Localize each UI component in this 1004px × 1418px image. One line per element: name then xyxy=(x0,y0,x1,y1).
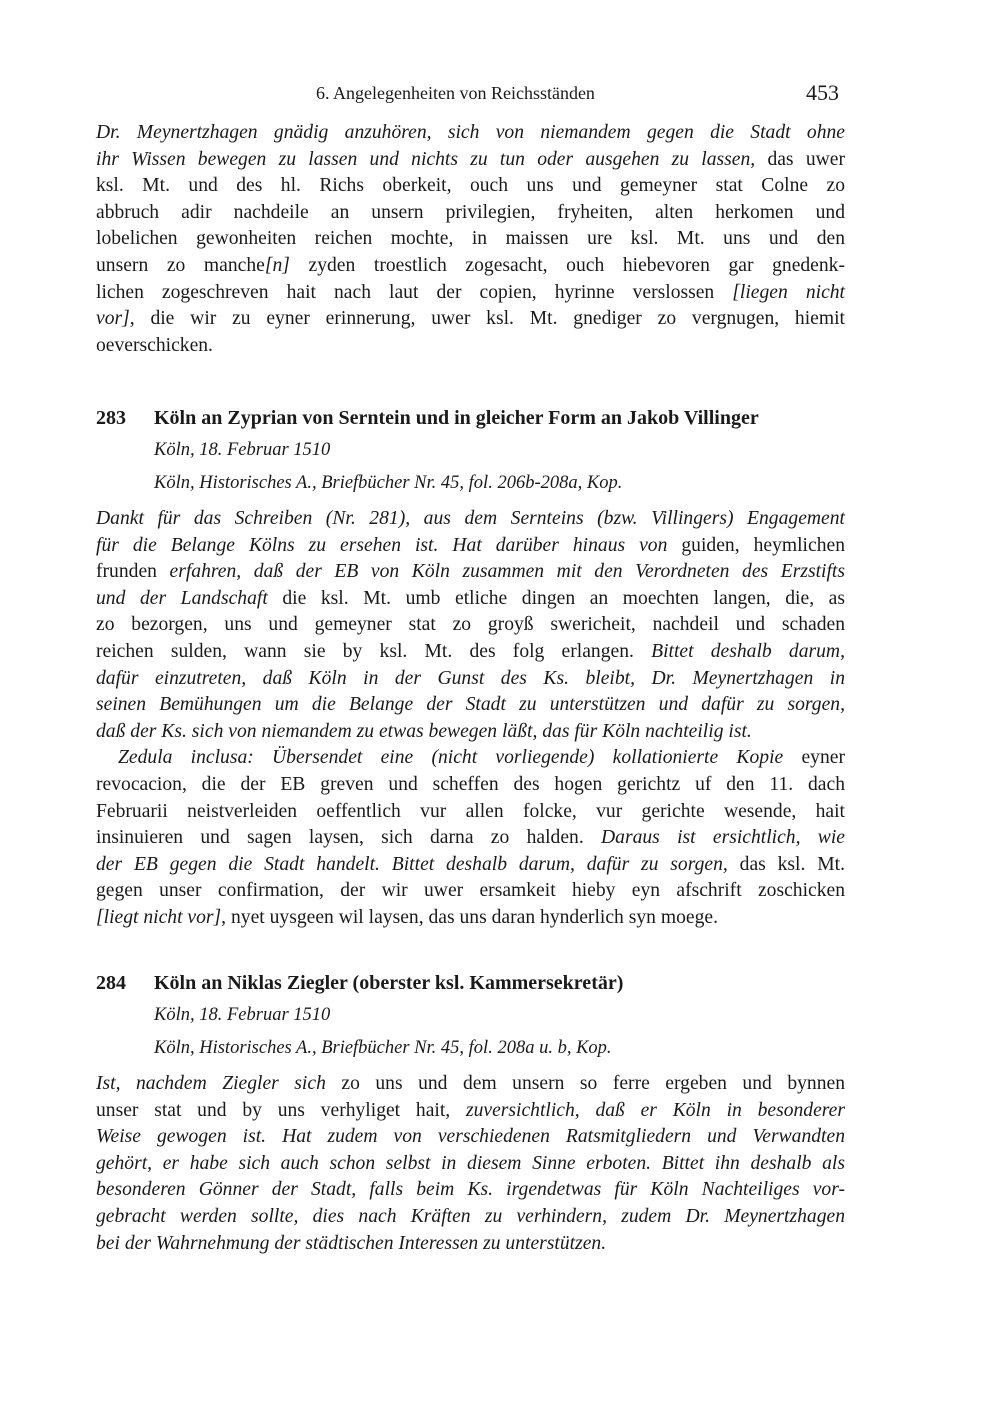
text-line xyxy=(96,559,845,586)
roman-text: Februarii neistverleiden oeffentlich vur allen folcke, vur gerichte wesende, hait xyxy=(96,800,845,822)
roman-text: reichen sulden, wann sie by ksl. Mt. des folg erlangen. xyxy=(96,640,652,662)
text-line xyxy=(96,1204,845,1231)
document-283-text xyxy=(96,506,845,932)
italic-text: Ist, nachdem Ziegler sich xyxy=(96,1073,326,1094)
text-line xyxy=(96,586,845,613)
intro-text xyxy=(96,120,845,359)
text-line xyxy=(96,692,845,719)
page-number: 453 xyxy=(806,80,839,105)
roman-text: frunden xyxy=(96,561,170,583)
italic-text: [n] xyxy=(264,254,290,276)
document-title: Köln an Zyprian von Serntein und in gleicher Form an Jakob Villinger xyxy=(154,407,759,429)
document-source: Köln, Historisches A., Briefbücher Nr. 45, fol. 208a u. b, Kop. xyxy=(154,1038,612,1058)
text-line xyxy=(96,533,845,560)
text-line xyxy=(96,772,845,799)
text-line xyxy=(96,1177,845,1204)
roman-text: revocacion, die der EB greven und scheffen des hogen gerichtz uf den 11. dach xyxy=(96,773,845,795)
roman-text: das uwer xyxy=(755,148,845,170)
italic-text: bei der Wahrnehmung der städtischen Interessen zu unterstützen. xyxy=(96,1232,607,1254)
roman-text: gegen unser confirmation, der wir uwer ersamkeit hieby eyn afschrift zoschicken xyxy=(96,880,845,902)
text-line xyxy=(96,905,845,932)
document-284-text xyxy=(96,1071,845,1257)
text-line xyxy=(96,666,845,693)
italic-text: [liegen nicht xyxy=(732,281,846,303)
text-line xyxy=(96,719,845,746)
italic-text: Dr. Meynertzhagen gnädig anzuhören, sich von niemandem gegen die Stadt ohne xyxy=(96,122,845,143)
roman-text: unser stat und by uns verhyliget hait xyxy=(96,1099,446,1121)
text-line xyxy=(96,280,845,307)
paragraph xyxy=(96,745,845,931)
roman-text: das ksl. Mt. xyxy=(727,853,845,875)
italic-text: gehört, er habe sich auch schon selbst in diesem Sinne erboten. Bittet ihn deshalb als xyxy=(96,1152,845,1174)
text-line xyxy=(96,852,845,879)
paragraph xyxy=(96,506,845,745)
italic-text: besonderen Gönner der Stadt, falls beim Ks. irgendetwas für Köln Nachteiliges vor- xyxy=(96,1179,845,1201)
roman-text: unsern zo manche xyxy=(96,254,265,276)
italic-text: daß der Ks. sich von niemandem zu etwas bewegen läßt, das für Köln nachteilig ist. xyxy=(96,720,752,742)
text-line xyxy=(96,1124,845,1151)
roman-text: guiden, heymlichen xyxy=(667,534,845,556)
roman-text: eyner xyxy=(783,747,845,769)
roman-text: , die wir zu eyner erinnerung, uwer ksl. Mt. gnediger zo vergnugen, hiemit xyxy=(129,308,845,330)
text-line xyxy=(96,612,845,639)
text-line xyxy=(96,825,845,852)
running-head-title: 6. Angelegenheiten von Reichsständen xyxy=(316,83,595,103)
text-line xyxy=(96,1071,845,1098)
text-line xyxy=(96,1231,845,1258)
text-line xyxy=(96,799,845,826)
text-line xyxy=(96,639,845,666)
document-number: 284 xyxy=(96,972,126,994)
text-line xyxy=(96,226,845,253)
italic-text: , zuversichtlich, daß er Köln in besonderer xyxy=(445,1099,845,1121)
text-line xyxy=(96,1151,845,1178)
italic-text: Weise gewogen ist. Hat zudem von verschiedenen Ratsmitgliedern und Verwandten xyxy=(96,1126,845,1148)
italic-text: Dankt für das Schreiben (Nr. 281), aus dem Sernteins (bzw. Villingers) Engagement xyxy=(96,508,845,529)
italic-text: der EB gegen die Stadt handelt. Bittet deshalb darum, dafür zu sorgen, xyxy=(96,853,728,875)
text-line xyxy=(96,173,845,200)
italic-text: für die Belange Kölns zu ersehen ist. Hat darüber hinaus von xyxy=(96,534,668,556)
roman-text: zyden troestlich zogesacht, ouch hiebevoren gar gnedenk- xyxy=(289,254,846,276)
roman-text: zo bezorgen, uns und gemeyner stat zo groyß swericheit, nachdeil und schaden xyxy=(96,614,845,636)
roman-text: zo uns und dem unsern so ferre ergeben und bynnen xyxy=(325,1073,845,1094)
text-line xyxy=(96,333,845,360)
text-line xyxy=(96,1098,845,1125)
paragraph xyxy=(96,120,845,359)
italic-text: Zedula inclusa: Übersendet eine (nicht vorliegende) kollationierte Kopie xyxy=(118,747,784,769)
italic-text: gebracht werden sollte, dies nach Kräften zu verhindern, zudem Dr. Meynertzhagen xyxy=(96,1205,845,1227)
document-date: Köln, 18. Februar 1510 xyxy=(154,1005,331,1025)
roman-text: lichen zogeschreven hait nach laut der copien, hyrinne verslossen xyxy=(96,281,733,303)
document-title: Köln an Niklas Ziegler (oberster ksl. Kammersekretär) xyxy=(154,972,624,994)
roman-text: oeverschicken. xyxy=(96,334,213,356)
document-date: Köln, 18. Februar 1510 xyxy=(154,440,331,460)
roman-text: abbruch adir nachdeile an unsern privilegien, fryheiten, alten herkomen und xyxy=(96,201,845,223)
document-source: Köln, Historisches A., Briefbücher Nr. 45, fol. 206b-208a, Kop. xyxy=(154,473,623,493)
italic-text: und der Landschaft xyxy=(96,587,268,609)
italic-text: ihr Wissen bewegen zu lassen und nichts zu tun oder ausgehen zu lassen, xyxy=(96,148,756,170)
roman-text: lobelichen gewonheiten reichen mochte, in maissen ure ksl. Mt. uns und den xyxy=(96,228,845,250)
text-line xyxy=(96,506,845,533)
text-line xyxy=(96,200,845,227)
text-line xyxy=(96,147,845,174)
italic-text: dafür einzutreten, daß Köln in der Gunst des Ks. bleibt, Dr. Meynertzhagen in xyxy=(96,667,845,689)
italic-text: seinen Bemühungen um die Belange der Stadt zu unterstützen und dafür zu sorgen, xyxy=(96,694,845,716)
roman-text: ksl. Mt. und des hl. Richs oberkeit, ouch uns und gemeyner stat Colne zo xyxy=(96,175,845,197)
roman-text: , nyet uysgeen wil laysen, das uns daran hynderlich syn moege. xyxy=(221,906,718,928)
italic-text: Daraus ist ersichtlich, wie xyxy=(601,827,845,849)
text-line xyxy=(96,745,845,772)
italic-text: vor] xyxy=(96,308,130,330)
text-line xyxy=(96,253,845,280)
paragraph xyxy=(96,1071,845,1257)
roman-text: die ksl. Mt. umb etliche dingen an moechten langen, die, as xyxy=(267,587,846,609)
text-line xyxy=(96,306,845,333)
italic-text: Bittet deshalb darum, xyxy=(651,640,845,662)
roman-text: insinuieren und sagen laysen, sich darna zo halden. xyxy=(96,827,602,849)
document-number: 283 xyxy=(96,407,126,429)
text-line xyxy=(96,878,845,905)
italic-text: [liegt nicht vor] xyxy=(96,906,222,928)
text-line xyxy=(96,120,845,147)
italic-text: erfahren, daß der EB von Köln zusammen mit den Verordneten des Erzstifts xyxy=(169,561,845,583)
